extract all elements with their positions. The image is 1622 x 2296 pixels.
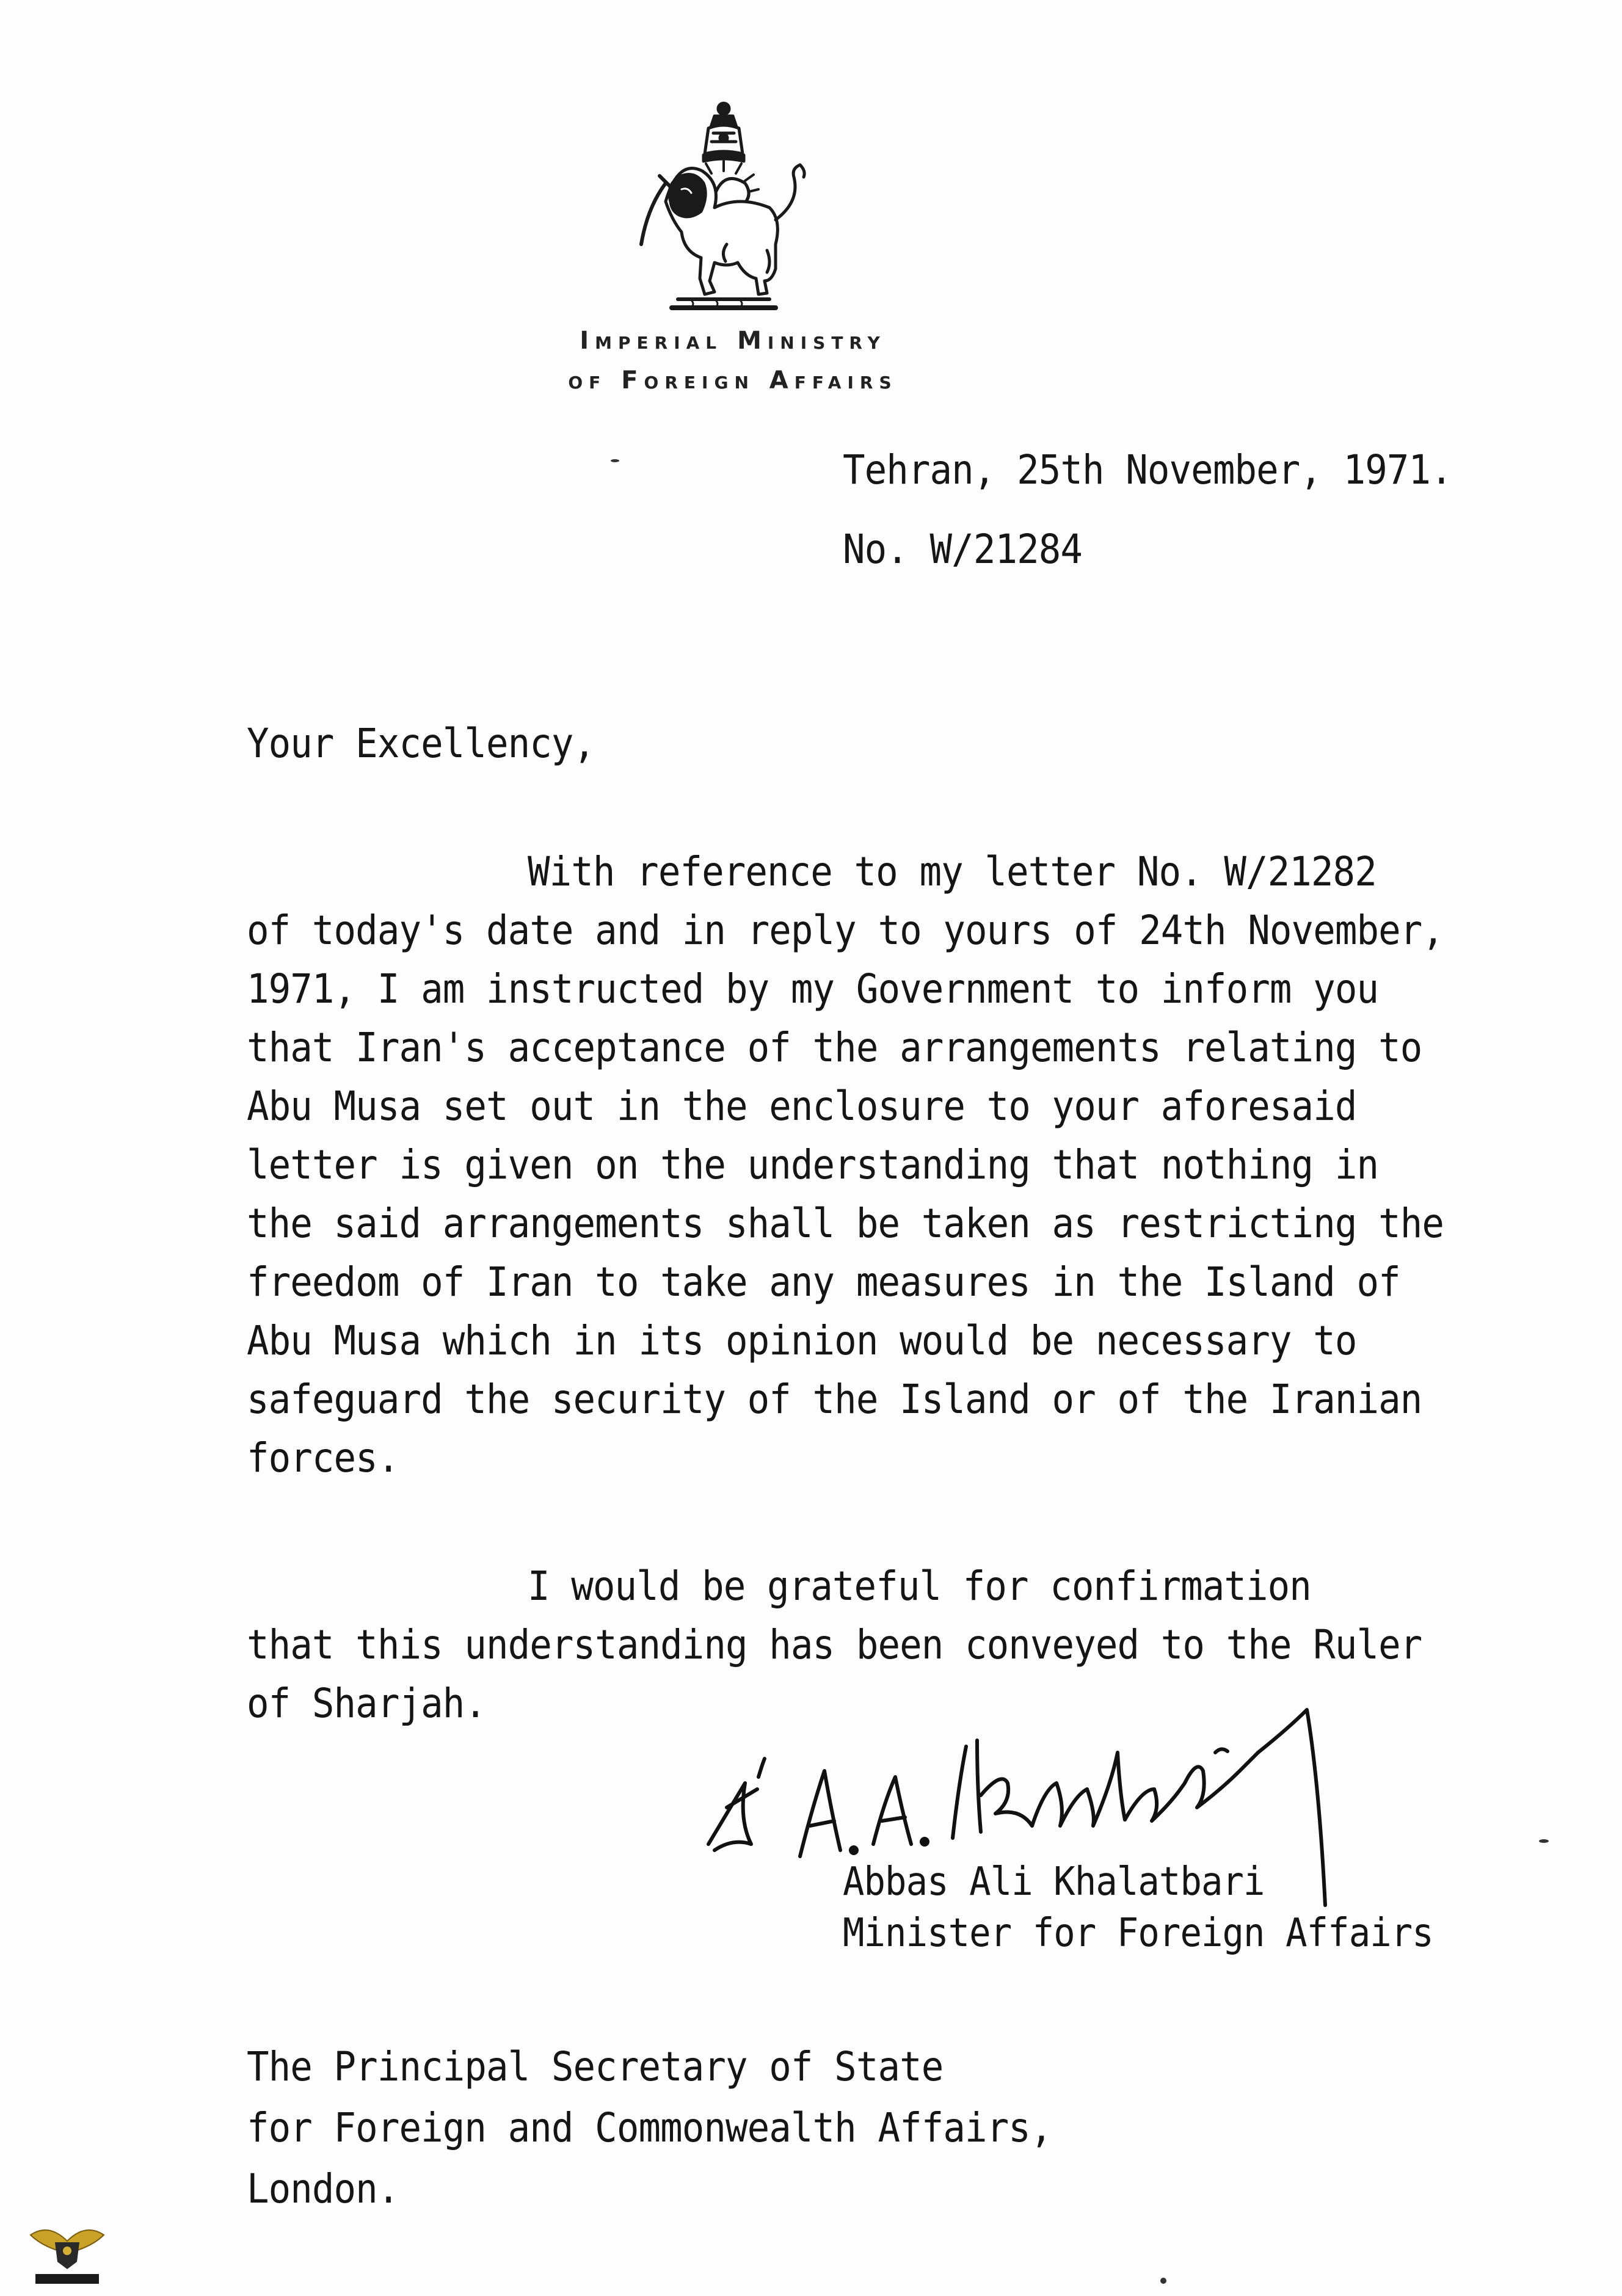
- body-line: safeguard the security of the Island or of the Iranian: [247, 1376, 1422, 1423]
- scan-speck: [1539, 1839, 1549, 1843]
- addressee-line: The Principal Secretary of State: [247, 2043, 944, 2090]
- body-line: that this understanding has been conveyed to the Ruler: [247, 1621, 1422, 1668]
- addressee-line: London.: [247, 2165, 399, 2212]
- dateline: Tehran, 25th November, 1971.: [843, 446, 1452, 493]
- body-line: freedom of Iran to take any measures in the Island of: [247, 1259, 1400, 1306]
- signer-title: Minister for Foreign Affairs: [843, 1911, 1433, 1956]
- salutation: Your Excellency,: [247, 720, 595, 767]
- body-paragraph-1: [247, 843, 1547, 1488]
- lion-and-sun-emblem-icon: [623, 98, 824, 324]
- body-line: Abu Musa set out in the enclosure to your aforesaid: [247, 1083, 1357, 1130]
- addressee-block: [247, 2036, 1122, 2220]
- signer-block: [843, 1856, 1485, 1959]
- body-line: I would be grateful for confirmation: [528, 1563, 1311, 1610]
- body-line: of Sharjah.: [247, 1680, 487, 1727]
- ministry-name-line1: Imperial Ministry: [580, 327, 886, 355]
- body-line: that Iran's acceptance of the arrangements relating to: [247, 1024, 1422, 1071]
- body-line: forces.: [247, 1434, 399, 1481]
- signer-name: Abbas Ali Khalatbari: [843, 1859, 1265, 1905]
- addressee-line: for Foreign and Commonwealth Affairs,: [247, 2104, 1052, 2151]
- arab-defense-forum-logo-icon: [24, 2211, 110, 2290]
- body-line: the said arrangements shall be taken as restricting the: [247, 1200, 1444, 1247]
- reference-number: No. W/21284: [843, 526, 1083, 573]
- body-line: 1971, I am instructed by my Government to inform you: [247, 965, 1379, 1012]
- scan-speck: [611, 459, 619, 462]
- ministry-name-line2: of Foreign Affairs: [568, 366, 898, 394]
- body-line: letter is given on the understanding that nothing in: [247, 1141, 1379, 1188]
- body-line: of today's date and in reply to yours of 24th November,: [247, 907, 1444, 954]
- body-line: With reference to my letter No. W/21282: [528, 848, 1377, 895]
- scan-speck: [1160, 2278, 1166, 2284]
- body-line: Abu Musa which in its opinion would be necessary to: [247, 1317, 1357, 1364]
